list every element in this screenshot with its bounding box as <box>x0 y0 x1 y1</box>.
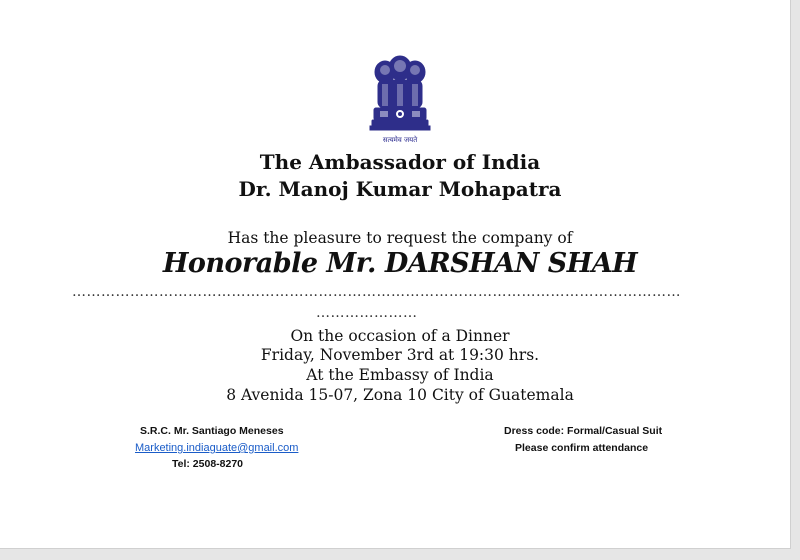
emblem-motto: सत्यमेव जयते <box>382 136 418 144</box>
dress-code: Dress code: Formal/Casual Suit <box>504 425 663 437</box>
dotted-line-short: ………………… <box>316 305 418 321</box>
contact-phone: Tel: 2508-8270 <box>172 458 244 470</box>
rsvp-note: Please confirm attendance <box>515 442 649 454</box>
guest-name: Honorable Mr. DARSHAN SHAH <box>162 248 638 279</box>
request-text: Has the pleasure to request the company of <box>227 229 573 247</box>
venue-text: At the Embassy of India <box>306 366 494 384</box>
address-text: 8 Avenida 15-07, Zona 10 City of Guatemala <box>226 386 574 404</box>
contact-person: S.R.C. Mr. Santiago Meneses <box>140 425 284 437</box>
host-title: The Ambassador of India <box>259 150 541 174</box>
host-name: Dr. Manoj Kumar Mohapatra <box>238 177 562 201</box>
occasion-text: On the occasion of a Dinner <box>290 327 510 345</box>
contact-email-link[interactable]: Marketing.indiaguate@gmail.com <box>135 442 299 454</box>
datetime-text: Friday, November 3rd at 19:30 hrs. <box>260 346 540 364</box>
dotted-line: ……………………………………………………………………………………………………………… <box>72 284 681 300</box>
national-emblem-icon <box>368 50 432 146</box>
